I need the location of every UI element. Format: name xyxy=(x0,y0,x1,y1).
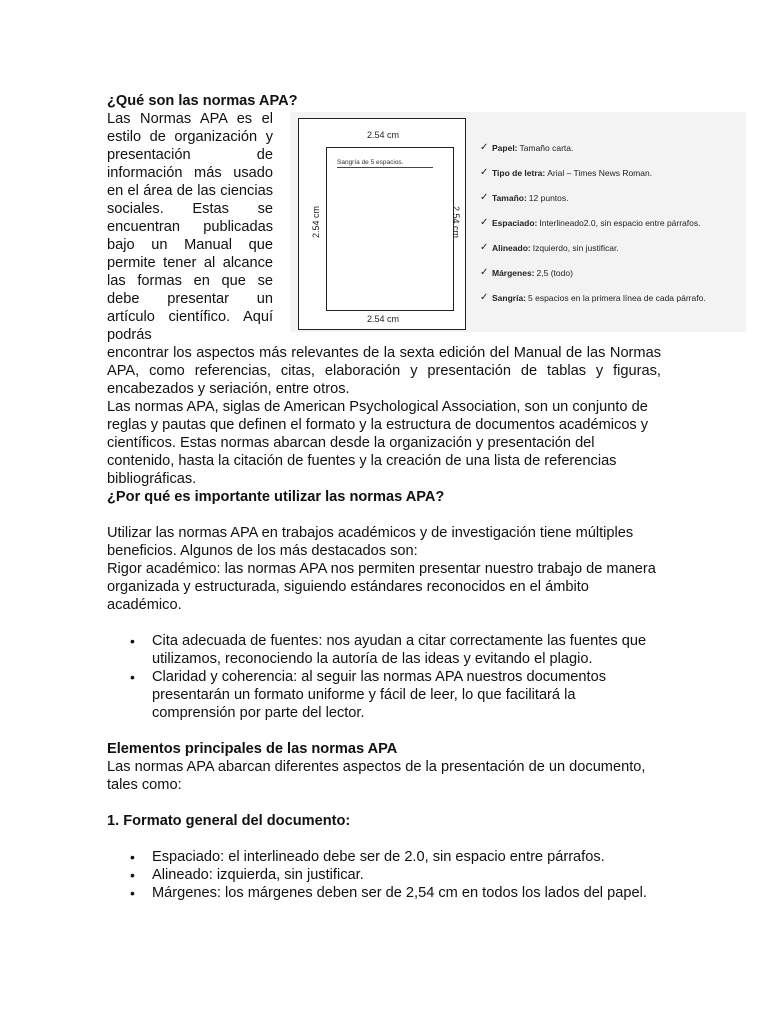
check-icon: ✓ xyxy=(480,217,489,228)
list-item: • Cita adecuada de fuentes: nos ayudan a citar correctamente las fuentes que utilizamos, reconociendo la autoría de las ideas y evitando el plagio. xyxy=(152,632,661,668)
spec-value: Izquierdo, sin justificar. xyxy=(532,242,619,253)
check-icon: ✓ xyxy=(480,142,489,153)
spec-label: Tipo de letra: xyxy=(492,167,546,178)
indent-note: Sangría de 5 espacios. xyxy=(337,159,433,168)
spec-value: Tamaño carta. xyxy=(519,142,574,153)
margin-bottom-label: 2.54 cm xyxy=(366,314,399,324)
benefits-list xyxy=(107,632,661,722)
paragraph-apa-definition: Las normas APA, siglas de American Psychological Association, son un conjunto de reglas y pautas que definen el formato y la estructura de documentos académicos y científicos. Estas normas abarcan desde la organización y presentación del contenido, hasta la citación de fuentes y la creación de una lista de referencias bibliográficas. xyxy=(107,399,649,487)
list-item: • Alineado: izquierda, sin justificar. xyxy=(152,866,661,884)
heading-main-elements: Elementos principales de las normas APA xyxy=(107,741,398,757)
list-item: • Espaciado: el interlineado debe ser de 2.0, sin espacio entre párrafos. xyxy=(152,848,661,866)
spec-value: 2,5 (todo) xyxy=(536,267,573,278)
paragraph-rigor: Rigor académico: las normas APA nos permiten presentar nuestro trabajo de manera organizada y estructurada, siguiendo estándares reconocidos en el ámbito académico. xyxy=(107,561,656,613)
heading-why-important: ¿Por qué es importante utilizar las normas APA? xyxy=(107,489,445,505)
document-body xyxy=(107,92,661,902)
intro-paragraph: Las Normas APA es el estilo de organización y presentación de información más usado en el área de las ciencias sociales. Estas se encuentran publicadas bajo un Manual que permite tener al alcance las formas en que se debe presentar un artículo científico. Aquí podrás xyxy=(107,111,273,343)
check-icon: ✓ xyxy=(480,292,489,303)
intro-continuation: encontrar los aspectos más relevantes de la sexta edición del Manual de las Normas APA, como referencias, citas, elaboración y presentación de tablas y figuras, encabezados y seriación, entre otros. xyxy=(107,345,661,397)
spec-label: Márgenes: xyxy=(492,267,535,278)
spec-label: Espaciado: xyxy=(492,217,538,228)
spec-label: Sangría: xyxy=(492,292,527,303)
spec-label: Tamaño: xyxy=(492,192,527,203)
margin-right-label: 2.54 cm xyxy=(451,205,461,238)
paragraph-benefits-intro: Utilizar las normas APA en trabajos académicos y de investigación tiene múltiples beneficios. Algunos de los más destacados son: xyxy=(107,525,634,559)
spec-value: 12 puntos. xyxy=(528,192,569,203)
check-icon: ✓ xyxy=(480,192,489,203)
list-item: • Claridad y coherencia: al seguir las normas APA nuestros documentos presentarán un formato uniforme y fácil de leer, lo que facilitará la comprensión por parte del lector. xyxy=(152,668,661,722)
paragraph-elements-intro: Las normas APA abarcan diferentes aspectos de la presentación de un documento, tales como: xyxy=(107,759,646,793)
spec-label: Papel: xyxy=(492,142,518,153)
spec-value: Arial – Times News Roman. xyxy=(547,167,653,178)
spec-label: Alineado: xyxy=(492,242,531,253)
check-icon: ✓ xyxy=(480,267,489,278)
list-item: • Márgenes: los márgenes deben ser de 2,54 cm en todos los lados del papel. xyxy=(152,884,661,902)
spec-value: 5 espacios en la primera línea de cada párrafo. xyxy=(528,292,706,303)
margin-top-label: 2.54 cm xyxy=(366,130,399,140)
check-icon: ✓ xyxy=(480,242,489,253)
heading-general-format: 1. Formato general del documento: xyxy=(107,813,351,829)
check-icon: ✓ xyxy=(480,167,489,178)
format-list xyxy=(107,848,661,902)
heading-what-is-apa: ¿Qué son las normas APA? xyxy=(107,93,298,109)
margin-left-label: 2.54 cm xyxy=(311,206,321,239)
spec-value: Interlineado2.0, sin espacio entre párrafos. xyxy=(539,217,701,228)
